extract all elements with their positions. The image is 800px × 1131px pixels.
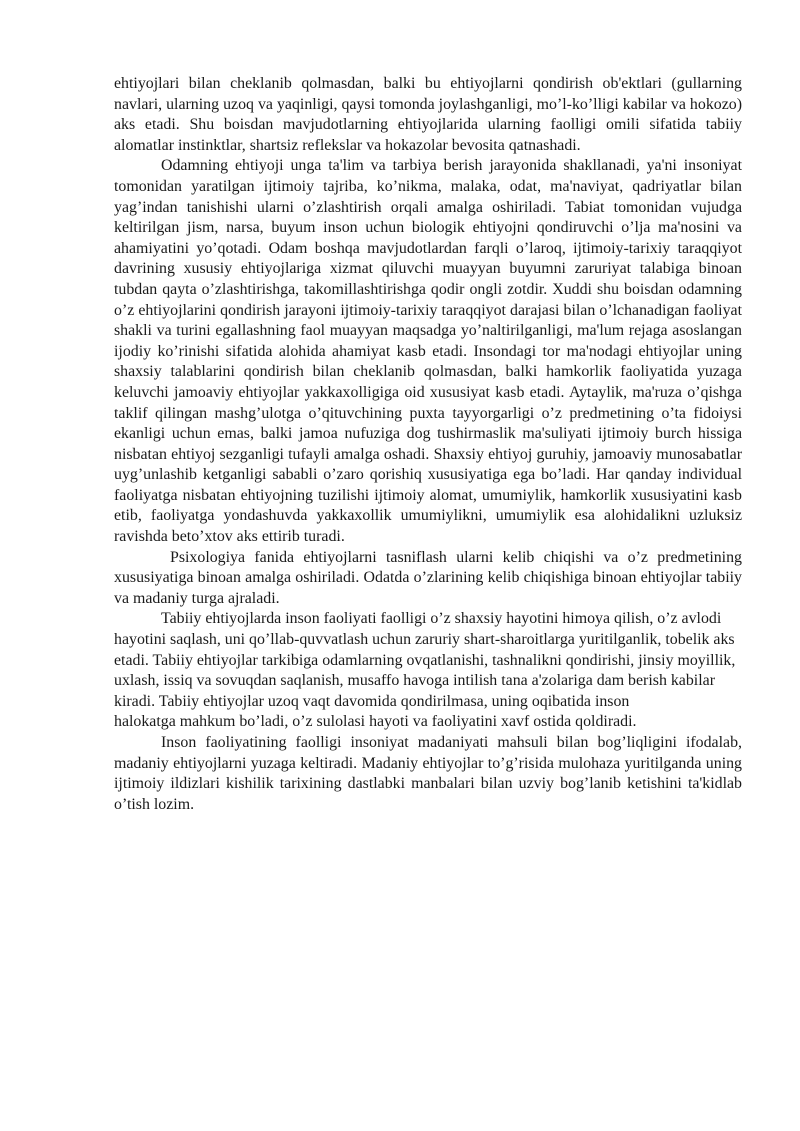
paragraph-continuation: ehtiyojlari bilan cheklanib qolmasdan, balki bu ehtiyojlarni qondirish ob'ektlari (gullarning navlari, ularning uzoq va yaqinligi, qaysi tomonda joylashganligi, mo’l-ko’lligi kabilar va hokozo) aks etadi. Shu boisdan mavjudotlarning ehtiyojlarida ularning faolligi omili sifatida tabiiy alomatlar instinktlar, shartsiz reflekslar va hokazolar bevosita qatnashadi. — [114, 75, 742, 154]
paragraph-natural-needs-end: halokatga mahkum bo’ladi, o’z sulolasi hayoti va faoliyatini xavf ostida qoldiradi. — [114, 713, 637, 731]
paragraph-natural-needs: Tabiiy ehtiyojlarda inson faoliyati faolligi o’z shaxsiy hayotini himoya qilish, o’z avlodi hayotini saqlash, uni qo’llab-quvvatlash uchun zaruriy shart-sharoitlarga yuritilganlik, tobelik aks etadi. Tabiiy ehtiyojlar tarkibiga odamlarning ovqatlanishi, tashnalikni qondirishi, jinsiy moyillik, uxlash, issiq va sovuqdan saqlanish, musaffo havoga intilish tana a'zolariga dam berish kabilar kiradi. Tabiiy ehtiyojlar uzoq vaqt davomida qondirilmasa, uning oqibatida inson — [114, 610, 736, 710]
paragraph-cultural-needs: Inson faoliyatining faolligi insoniyat madaniyati mahsuli bilan bog’liqligini ifodalab, madaniy ehtiyojlarni yuzaga keltiradi. Madaniy ehtiyojlar to’g’risida mulohaza yuritilganda uning ijtimoiy ildizlari kishilik tarixining dastlabki manbalari bilan uzviy bog’lanib ketishini ta'kidlab o’tish lozim. — [114, 734, 742, 813]
document-page — [114, 74, 742, 815]
paragraph-classification: Psixologiya fanida ehtiyojlarni tasniflash ularni kelib chiqishi va o’z predmetining xususiyatiga binoan amalga oshiriladi. Odatda o’zlarining kelib chiqishiga binoan ehtiyojlar tabiiy va madaniy turga ajraladi. — [114, 548, 742, 607]
paragraph-human-needs: Odamning ehtiyoji unga ta'lim va tarbiya berish jarayonida shakllanadi, ya'ni insoniyat tomonidan yaratilgan ijtimoiy tajriba, ko’nikma, malaka, odat, ma'naviyat, qadriyatlar bilan yag’indan tanishishi ularni o’zlashtirish orqali amalga oshiriladi. Tabiat tomonidan vujudga keltirilgan jism, narsa, buyum inson uchun biologik ehtiyojni qondiruvchi o’lja ma'nosini va ahamiyatini yo’qotadi. Odam boshqa mavjudotlardan farqli o’laroq, ijtimoiy-tarixiy taraqqiyot davrining xususiy ehtiyojlariga xizmat qiluvchi muayyan buyumni zaruriyat talabiga binoan tubdan qayta o’zlashtirishga, takomillashtirishga qodir ongli zotdir. Xuddi shu boisdan odamning o’z ehtiyojlarini qondirish jarayoni ijtimoiy-tarixiy taraqqiyot darajasi bilan o’lchanadigan faoliyat shakli va turini egallashning faol muayyan maqsadga yo’naltirilganligi, ma'lum rejaga asoslangan ijodiy ko’rinishi sifatida alohida ahamiyat kasb etadi. Insondagi tor ma'nodagi ehtiyojlar uning shaxsiy talablarini qondirish bilan cheklanib qolmasdan, balki hamkorlik faoliyatida yuzaga keluvchi jamoaviy ehtiyojlar yakkaxolligiga oid xususiyat kasb etadi. Aytaylik, ma'ruza o’qishga taklif qilingan mashg’ulotga o’qituvchining puxta tayyorgarligi o’z predmetining o’ta fidoiysi ekanligi uchun emas, balki jamoa nufuziga dog tushirmaslik ma'suliyati ijtimoiy burch hissiga nisbatan ehtiyoj sezganligi tufayli amalga oshadi. Shaxsiy ehtiyoj guruhiy, jamoaviy munosabatlar uyg’unlashib ketganligi sababli o’zaro qorishiq xususiyatiga ega bo’ladi. Har qanday individual faoliyatga nisbatan ehtiyojning tuzilishi ijtimoiy alomat, umumiylik, hamkorlik xususiyatini kasb etib, faoliyatga yondashuvda yakkaxollik umumiylikni, umumiylik esa alohidalikni uzluksiz ravishda beto’xtov aks ettirib turadi. — [114, 157, 742, 546]
